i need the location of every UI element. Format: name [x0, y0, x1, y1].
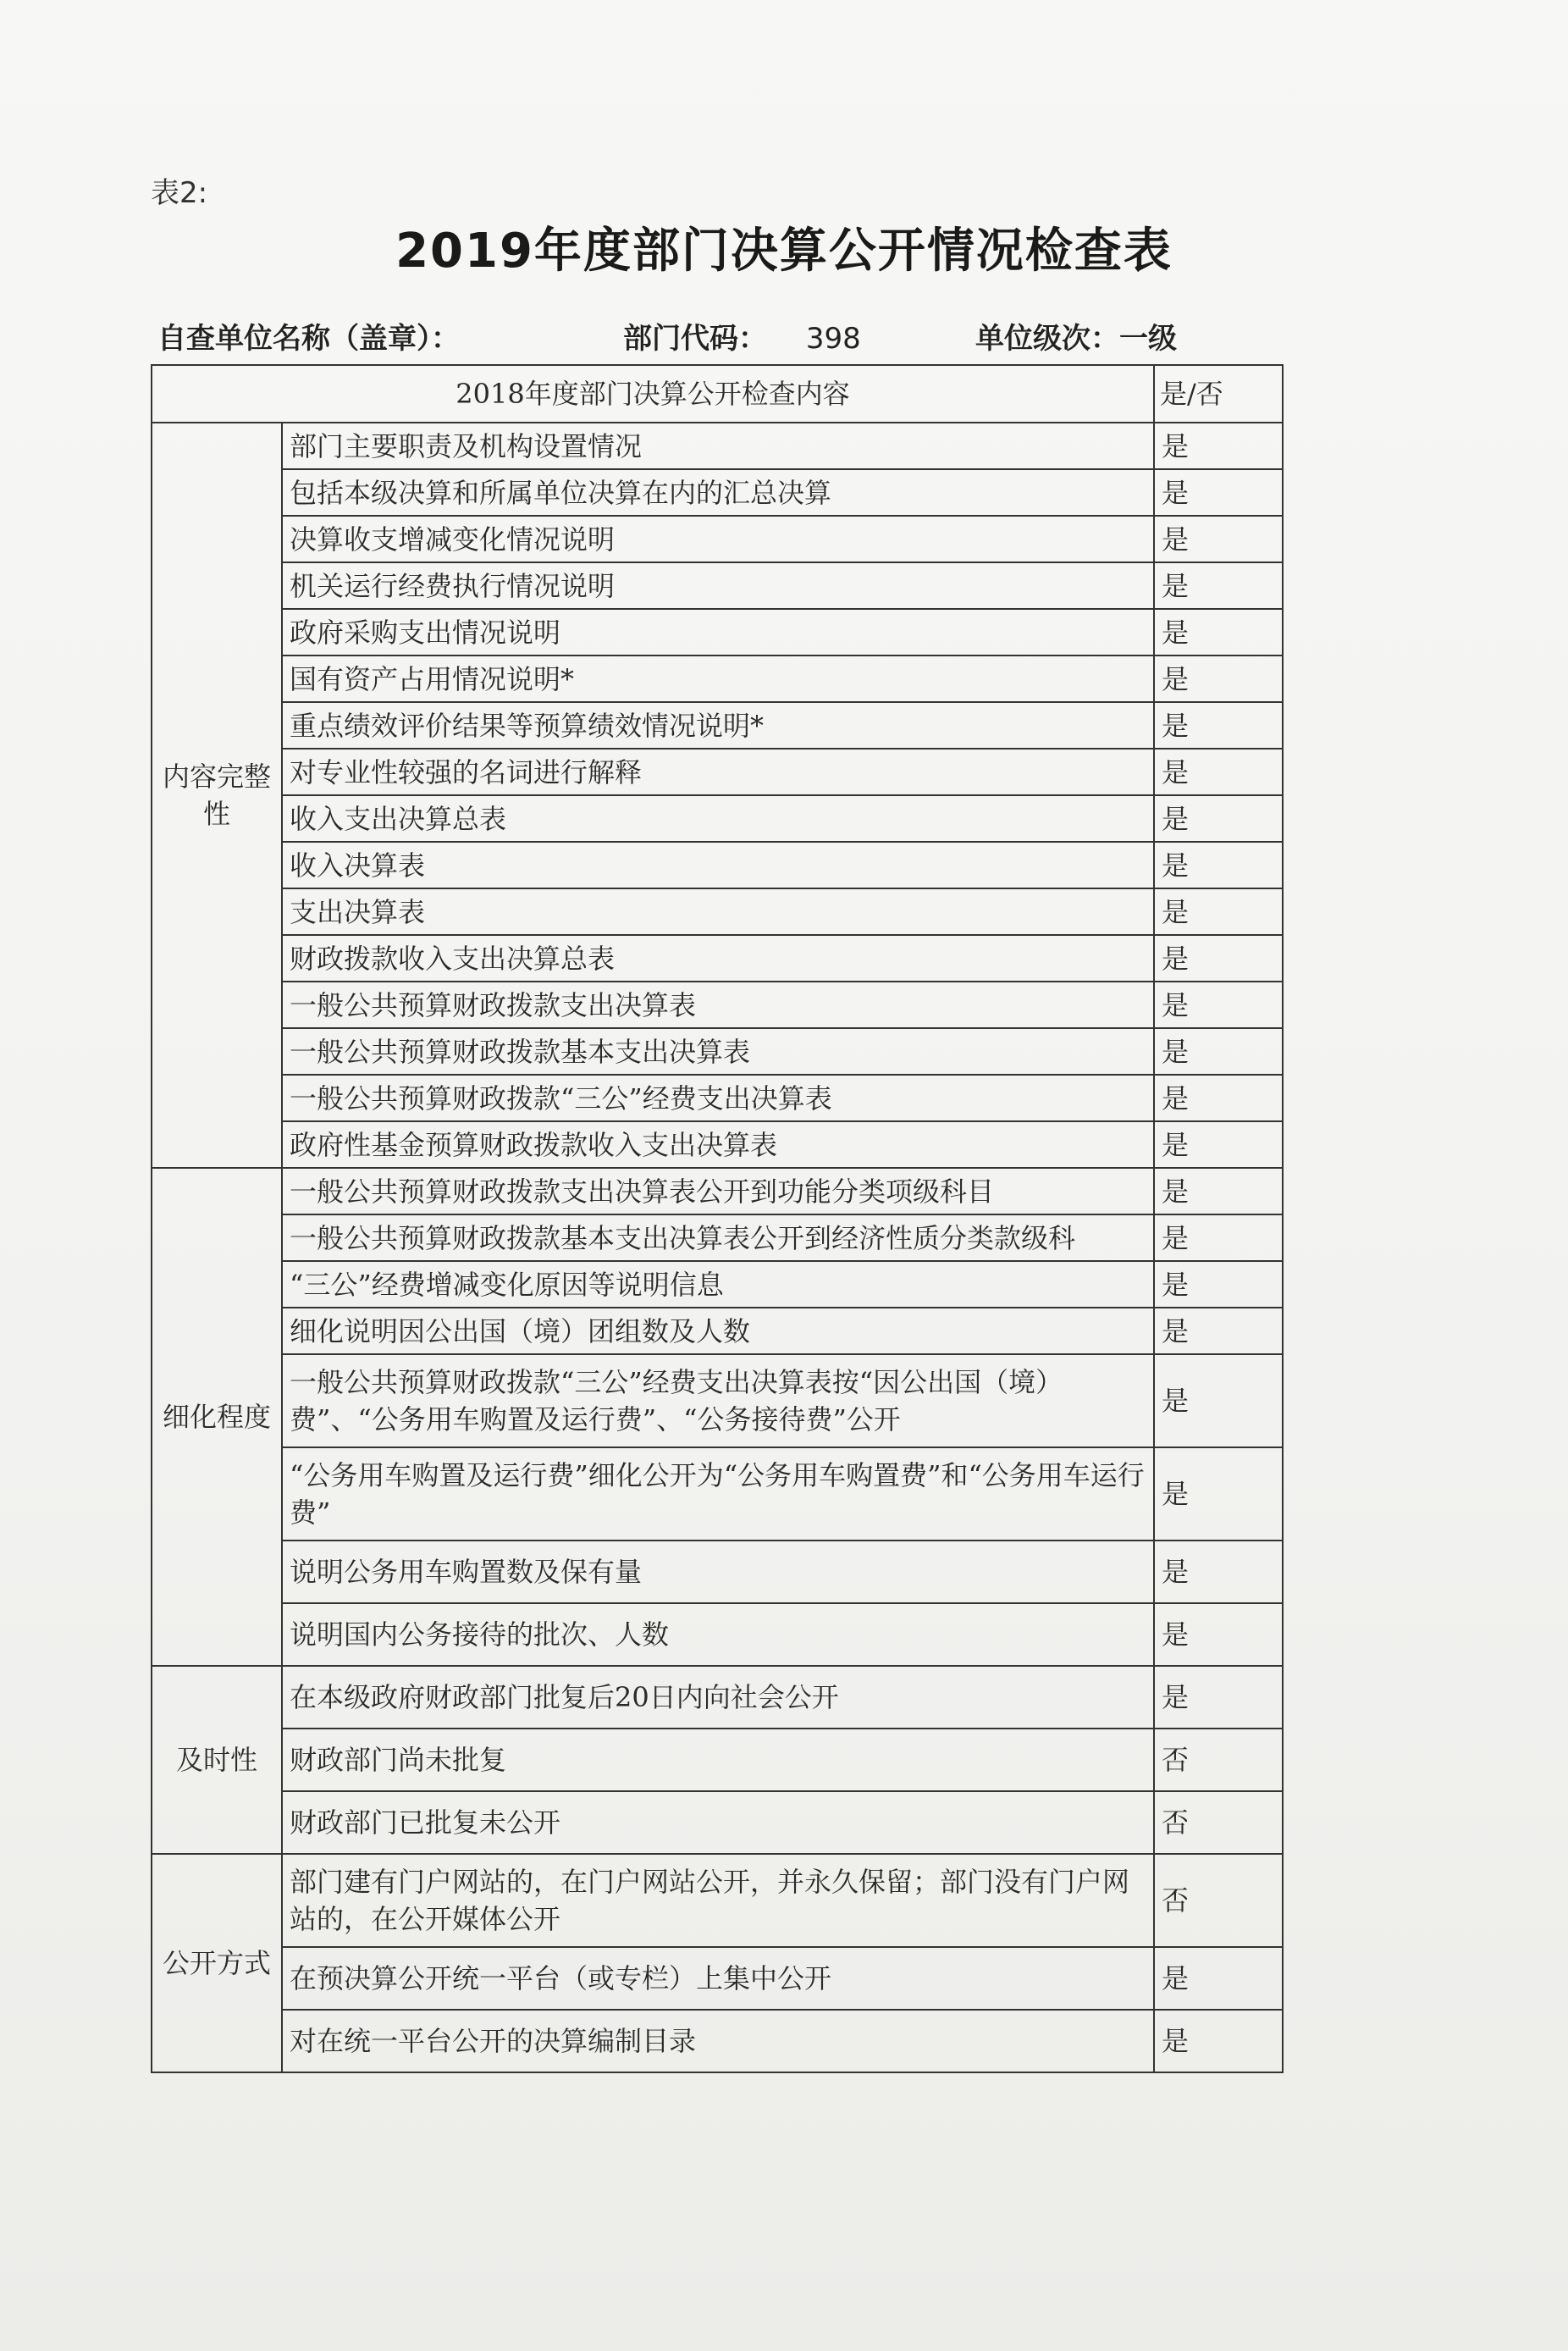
check-item-cell: 收入决算表 — [282, 842, 1154, 888]
table-row — [152, 1729, 1283, 1791]
table-row — [152, 795, 1283, 842]
table-row — [152, 1168, 1283, 1214]
answer-cell: 是 — [1154, 1075, 1283, 1121]
answer-cell: 是 — [1154, 1354, 1283, 1447]
check-item-cell: 财政拨款收入支出决算总表 — [282, 935, 1154, 982]
check-item-cell: 部门主要职责及机构设置情况 — [282, 423, 1154, 469]
answer-cell: 是 — [1154, 1447, 1283, 1541]
table-row — [152, 1354, 1283, 1447]
unit-name-label: 自查单位名称（盖章）： — [157, 322, 460, 356]
header-content: 2018年度部门决算公开检查内容 — [152, 365, 1154, 423]
check-item-cell: 对在统一平台公开的决算编制目录 — [282, 2010, 1154, 2072]
check-item-cell: 机关运行经费执行情况说明 — [282, 562, 1154, 609]
table-row — [152, 1028, 1283, 1075]
dept-code — [623, 315, 861, 357]
inspection-table — [151, 364, 1284, 2073]
category-cell: 内容完整性 — [152, 423, 282, 1168]
table-row — [152, 1947, 1283, 2010]
unit-level — [975, 315, 1177, 357]
answer-cell: 是 — [1154, 749, 1283, 795]
answer-cell: 是 — [1154, 1214, 1283, 1261]
table-row — [152, 1447, 1283, 1541]
table-row — [152, 1121, 1283, 1168]
answer-cell: 是 — [1154, 888, 1283, 935]
answer-cell: 是 — [1154, 1261, 1283, 1308]
table-row — [152, 842, 1283, 888]
answer-cell: 是 — [1154, 1121, 1283, 1168]
check-item-cell: 重点绩效评价结果等预算绩效情况说明* — [282, 702, 1154, 749]
answer-cell: 否 — [1154, 1791, 1283, 1854]
answer-cell: 是 — [1154, 842, 1283, 888]
answer-cell: 是 — [1154, 982, 1283, 1028]
answer-cell: 是 — [1154, 516, 1283, 562]
check-item-cell: 一般公共预算财政拨款“三公”经费支出决算表 — [282, 1075, 1154, 1121]
check-item-cell: “三公”经费增减变化原因等说明信息 — [282, 1261, 1154, 1308]
answer-cell: 是 — [1154, 469, 1283, 516]
header-answer: 是/否 — [1154, 365, 1283, 423]
check-item-cell: 政府采购支出情况说明 — [282, 609, 1154, 656]
table-row — [152, 469, 1283, 516]
answer-cell: 是 — [1154, 1603, 1283, 1666]
table-row — [152, 702, 1283, 749]
page-title: 2019年度部门决算公开情况检查表 — [395, 224, 1173, 279]
table-row — [152, 609, 1283, 656]
answer-cell: 是 — [1154, 1541, 1283, 1603]
answer-cell: 是 — [1154, 702, 1283, 749]
answer-cell: 是 — [1154, 1666, 1283, 1729]
unit-level-label: 单位级次： — [975, 322, 1119, 356]
table-row — [152, 562, 1283, 609]
check-item-cell: 在本级政府财政部门批复后20日内向社会公开 — [282, 1666, 1154, 1729]
dept-code-value: 398 — [805, 322, 861, 356]
table-row — [152, 982, 1283, 1028]
table-row — [152, 1308, 1283, 1354]
table-row — [152, 1666, 1283, 1729]
check-item-cell: 收入支出决算总表 — [282, 795, 1154, 842]
check-item-cell: 支出决算表 — [282, 888, 1154, 935]
table-row — [152, 935, 1283, 982]
check-item-cell: 在预决算公开统一平台（或专栏）上集中公开 — [282, 1947, 1154, 2010]
answer-cell: 是 — [1154, 935, 1283, 982]
table-row — [152, 1261, 1283, 1308]
check-item-cell: 说明国内公务接待的批次、人数 — [282, 1603, 1154, 1666]
check-item-cell: 决算收支增减变化情况说明 — [282, 516, 1154, 562]
table-row — [152, 749, 1283, 795]
table-row — [152, 656, 1283, 702]
answer-cell: 是 — [1154, 1028, 1283, 1075]
table-row — [152, 1854, 1283, 1947]
answer-cell: 是 — [1154, 1308, 1283, 1354]
answer-cell: 否 — [1154, 1854, 1283, 1947]
answer-cell: 是 — [1154, 656, 1283, 702]
table-row — [152, 1791, 1283, 1854]
category-cell: 细化程度 — [152, 1168, 282, 1666]
table-row — [152, 1075, 1283, 1121]
check-item-cell: 一般公共预算财政拨款“三公”经费支出决算表按“因公出国（境）费”、“公务用车购置及运行费”、“公务接待费”公开 — [282, 1354, 1154, 1447]
check-item-cell: 细化说明因公出国（境）团组数及人数 — [282, 1308, 1154, 1354]
table-row — [152, 516, 1283, 562]
table-row — [152, 2010, 1283, 2072]
table-row — [152, 423, 1283, 469]
answer-cell: 是 — [1154, 562, 1283, 609]
check-item-cell: 政府性基金预算财政拨款收入支出决算表 — [282, 1121, 1154, 1168]
answer-cell: 是 — [1154, 2010, 1283, 2072]
category-cell: 公开方式 — [152, 1854, 282, 2072]
table-row — [152, 888, 1283, 935]
answer-cell: 否 — [1154, 1729, 1283, 1791]
check-item-cell: 财政部门尚未批复 — [282, 1729, 1154, 1791]
check-item-cell: 说明公务用车购置数及保有量 — [282, 1541, 1154, 1603]
check-item-cell: 包括本级决算和所属单位决算在内的汇总决算 — [282, 469, 1154, 516]
answer-cell: 是 — [1154, 423, 1283, 469]
table-row — [152, 1214, 1283, 1261]
table-row — [152, 1541, 1283, 1603]
table-number: 表2: — [151, 176, 208, 210]
table-header-row — [152, 365, 1283, 423]
check-item-cell: 财政部门已批复未公开 — [282, 1791, 1154, 1854]
check-item-cell: 部门建有门户网站的，在门户网站公开，并永久保留；部门没有门户网站的，在公开媒体公开 — [282, 1854, 1154, 1947]
answer-cell: 是 — [1154, 1168, 1283, 1214]
answer-cell: 是 — [1154, 1947, 1283, 2010]
check-item-cell: 一般公共预算财政拨款支出决算表 — [282, 982, 1154, 1028]
unit-level-value: 一级 — [1119, 322, 1177, 356]
check-item-cell: 一般公共预算财政拨款基本支出决算表公开到经济性质分类款级科 — [282, 1214, 1154, 1261]
answer-cell: 是 — [1154, 609, 1283, 656]
check-item-cell: “公务用车购置及运行费”细化公开为“公务用车购置费”和“公务用车运行费” — [282, 1447, 1154, 1541]
dept-code-label: 部门代码： — [623, 322, 767, 356]
category-cell: 及时性 — [152, 1666, 282, 1854]
check-item-cell: 国有资产占用情况说明* — [282, 656, 1154, 702]
table-row — [152, 1603, 1283, 1666]
check-item-cell: 一般公共预算财政拨款支出决算表公开到功能分类项级科目 — [282, 1168, 1154, 1214]
check-item-cell: 一般公共预算财政拨款基本支出决算表 — [282, 1028, 1154, 1075]
answer-cell: 是 — [1154, 795, 1283, 842]
check-item-cell: 对专业性较强的名词进行解释 — [282, 749, 1154, 795]
